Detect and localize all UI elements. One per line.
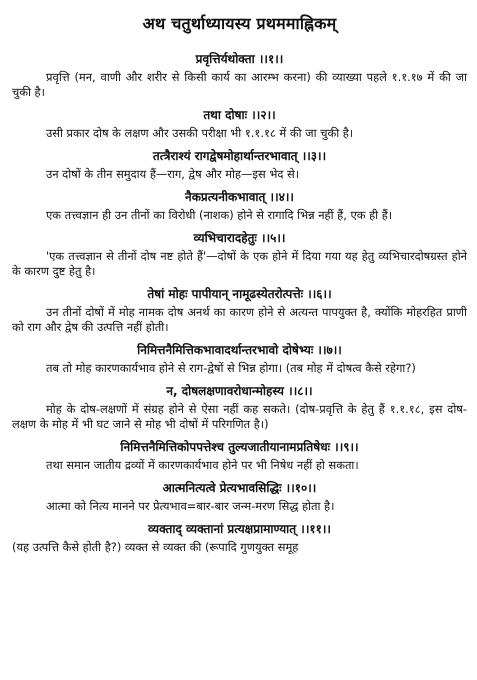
- commentary-2: उसी प्रकार दोष के लक्षण और उसकी परीक्षा भी १.१.१८ में की जा चुकी है।: [46, 126, 354, 140]
- commentary-5: 'एक तत्त्वज्ञान से तीनों दोष नष्ट होते हैं'—दोषों के एक होने में दिया गया यह हेतु व्यभिचारदोषग्रस्त होने के कारण दुष्ट हेतु है।: [12, 249, 467, 278]
- sutra-7: निमित्तनैमित्तिकभावादर्थान्तरभावो दोषेभ्यः ।।७।।: [137, 343, 342, 357]
- commentary-4: एक तत्त्वज्ञान ही उन तीनों का विरोधी (नाशक) होने से रागादि भिन्न नहीं हैं, एक ही हैं।: [46, 208, 393, 222]
- sutra-9: निमित्तनैमित्तिकोपपत्तेश्च तुल्यजातीयानामप्रतिषेधः ।।९।।: [120, 440, 359, 454]
- commentary-9: तथा समान जातीय द्रव्यों में कारणकार्यभाव होने पर भी निषेध नहीं हो सकता।: [46, 458, 359, 472]
- commentary-11: (यह उत्पत्ति कैसे होती है?) व्यक्त से व्यक्त की (रूपादि गुणयुक्त समूह: [12, 540, 299, 554]
- commentary-3: उन दोषों के तीन समुदाय हैं—राग, द्वेष और मोह—इस भेद से।: [46, 167, 300, 181]
- commentary-6: उन तीनों दोषों में मोह नामक दोष अनर्थ का कारण होने से अत्यन्त पापयुक्त है, क्योंकि मोहरहित प्राणी को राग और द्वेष की उत्पत्ति नहीं होती।: [12, 305, 467, 334]
- commentary-7: तब तो मोह कारणकार्यभाव होने से राग-द्वेषों से भिन्न होगा। (तब मोह में दोषत्व कैसे रहेगा?): [46, 361, 416, 375]
- sutra-11: व्यक्ताद् व्यक्तानां प्रत्यक्षप्रामाण्यात् ।।११।।: [148, 522, 331, 536]
- commentary-10: आत्मा को नित्य मानने पर प्रेत्यभाव=बार-बार जन्म-मरण सिद्ध होता है।: [46, 499, 335, 513]
- sutra-6: तेषां मोहः पापीयान् नामूढस्येतरोत्पत्तेः ।।६।।: [147, 287, 332, 301]
- sutra-8: न, दोषलक्षणावरोधान्मोहस्य ।।८।।: [166, 384, 313, 398]
- sutra-2: तथा दोषाः ।।२।।: [203, 108, 276, 122]
- commentary-8: मोह के दोष-लक्षणों में संग्रह होने से ऐसा नहीं कह सकते। (दोष-प्रवृत्ति के हेतु हैं १.१.१८, इस दोष-लक्षण के मोह में भी घट जाने से मोह भी दोषों में परिगणित है।): [12, 402, 467, 431]
- sutra-4: नैकप्रत्यनीकभावात् ।।४।।: [185, 190, 294, 204]
- sutra-3: तत्त्रैराश्यं रागद्वेषमोहार्थान्तरभावात् ।।३।।: [152, 149, 327, 163]
- sutra-1: प्रवृत्तिर्यथोक्ता ।।१।।: [195, 52, 284, 66]
- sutra-5: व्यभिचारादहेतुः ।।५।।: [193, 231, 286, 245]
- commentary-1: प्रवृत्ति (मन, वाणी और शरीर से किसी कार्य का आरम्भ करना) की व्याख्या पहले १.१.१७ में की जा चुकी है।: [12, 70, 467, 99]
- chapter-title: अथ चतुर्थाध्यायस्य प्रथममाह्निकम्: [142, 14, 337, 33]
- sutra-10: आत्मनित्यत्वे प्रेत्यभावसिद्धिः ।।१०।।: [162, 481, 317, 495]
